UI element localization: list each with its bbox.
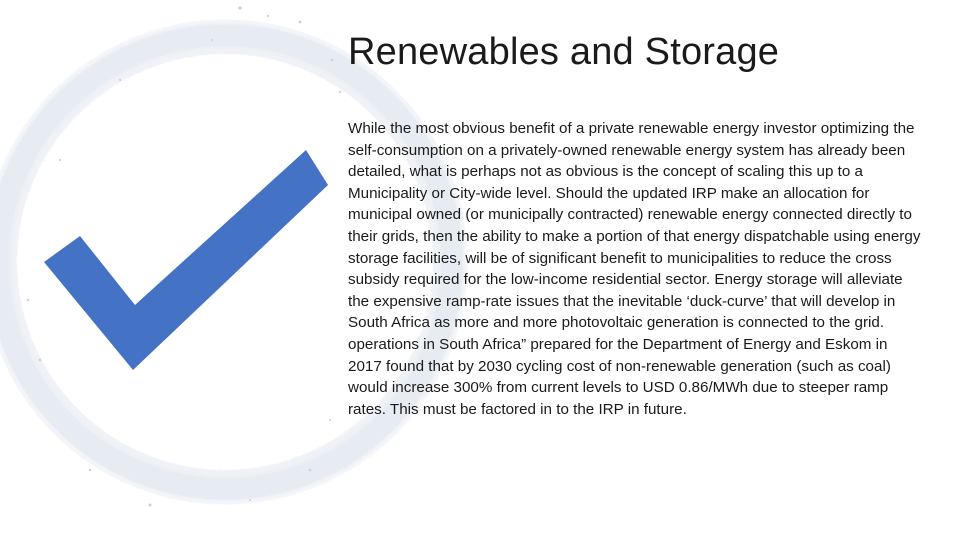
slide-title: Renewables and Storage [348,31,780,73]
checkmark-icon [44,150,328,370]
slide-body-text: While the most obvious benefit of a private renewable energy investor optimizing the self-consumption on a privately-owned renewable energy system has already been detailed, what is perhaps not as obvious is the concept of scaling this up to a Municipality or City-wide level. Should the updated IRP make an allocation for municipal owned (or municipally contracted) renewable energy connected directly to their grids, then the ability to make a portion of that energy dispatchable using energy storage facilities, will be of significant benefit to municipalities to reduce the cross subsidy required for the low-income residential sector. Energy storage will alleviate the expensive ramp-rate issues that the inevitable ‘duck-curve’ that will develop in South Africa as more and more photovoltaic generation is connected to the grid. operations in South Africa” prepared for the Department of Energy and Eskom in 2017 found that by 2030 cycling cost of non-renewable generation (such as coal) would increase 300% from current levels to USD 0.86/MWh due to steeper ramp rates. This must be factored in to the IRP in future. [348,120,921,418]
